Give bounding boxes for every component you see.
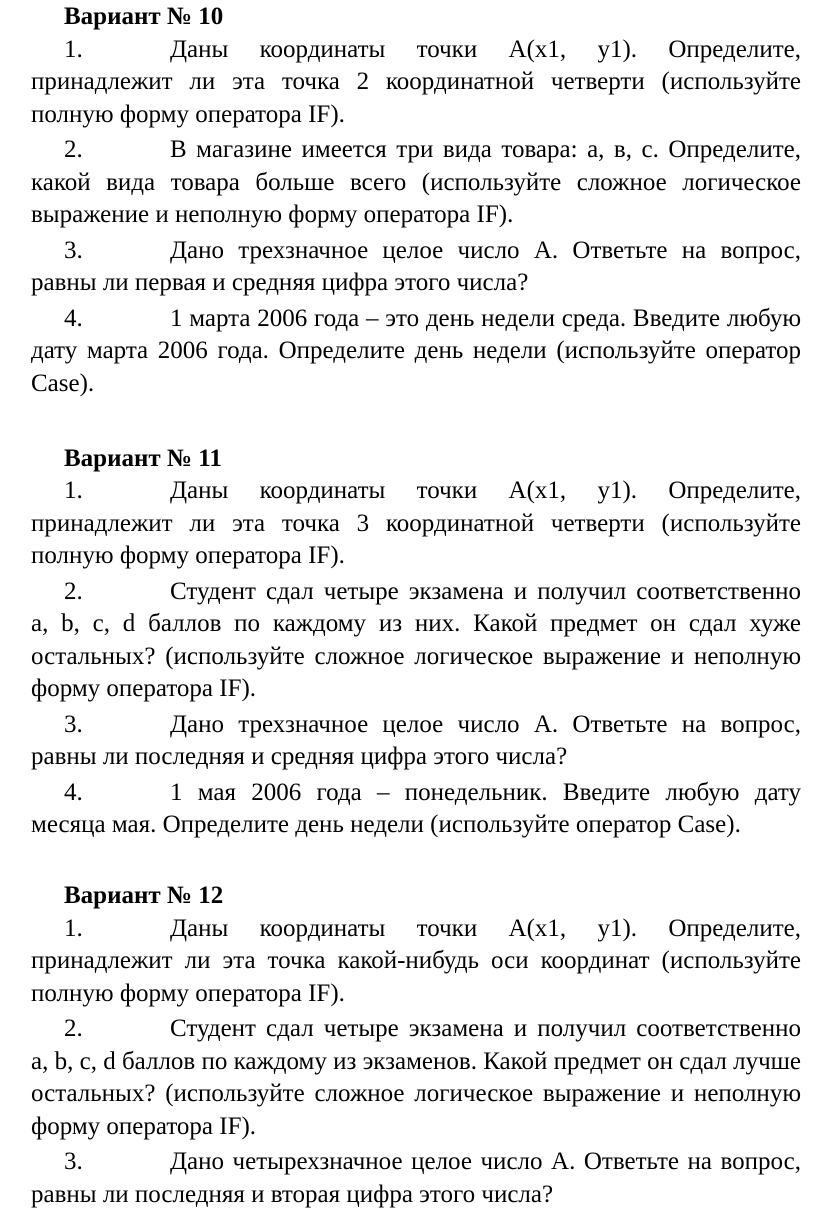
task-text: Студент сдал четыре экзамена и получил соответственно a, b, c, d баллов по каждому из экзаменов. Какой предмет он сдал лучше остальных? (используйте сложное логическое выражение и неполную форму оператора IF). xyxy=(31,1015,801,1140)
variant-10 xyxy=(31,2,801,402)
task-item xyxy=(31,574,801,707)
task-text: Дано четырехзначное целое число А. Ответьте на вопрос, равны ли последняя и вторая цифра этого числа? xyxy=(31,1148,801,1208)
task-number: 4. xyxy=(64,304,83,332)
task-text: Студент сдал четыре экзамена и получил соответственно a, b, c, d баллов по каждому из них. Какой предмет он сдал хуже остальных? (используйте сложное логическое выражение и неполную форму оператора IF). xyxy=(31,577,801,702)
task-item xyxy=(31,911,801,1012)
task-text: Дано трехзначное целое число А. Ответьте на вопрос, равны ли первая и средняя цифра этого числа? xyxy=(31,236,801,296)
task-item xyxy=(31,474,801,575)
task-text: 1 марта 2006 года – это день недели среда. Введите любую дату марта 2006 года. Определите день недели (используйте оператор Case). xyxy=(31,304,801,397)
variant-title: Вариант № 10 xyxy=(64,3,224,30)
variant-title: Вариант № 12 xyxy=(64,882,224,909)
task-item xyxy=(31,1145,801,1213)
task-number: 1. xyxy=(64,477,83,504)
task-text: Даны координаты точки A(x1, y1). Определите, принадлежит ли эта точка 3 координатной четверти (используйте полную форму оператора IF). xyxy=(31,477,801,569)
variant-12 xyxy=(31,881,801,1213)
spacer xyxy=(31,402,801,442)
task-item xyxy=(31,707,801,775)
task-text: В магазине имеется три вида товара: а, в, с. Определите, какой вида товара больше всего (используйте сложное логическое выражение и неполную форму оператора IF). xyxy=(31,136,801,228)
task-item xyxy=(31,1012,801,1145)
task-text: Дано трехзначное целое число А. Ответьте на вопрос, равны ли последняя и средняя цифра этого числа? xyxy=(31,710,801,770)
task-number: 2. xyxy=(64,577,83,605)
spacer xyxy=(31,843,801,879)
variant-title: Вариант № 11 xyxy=(64,444,222,472)
task-item xyxy=(31,133,801,234)
task-item xyxy=(31,32,801,133)
task-number: 4. xyxy=(64,778,83,806)
task-number: 2. xyxy=(64,1015,83,1042)
task-text: Даны координаты точки A(x1, y1). Определите, принадлежит ли эта точка какой-нибудь оси координат (используйте полную форму оператора IF). xyxy=(31,914,801,1007)
task-number: 3. xyxy=(64,710,83,738)
task-item xyxy=(31,775,801,843)
task-number: 3. xyxy=(64,236,83,264)
task-item xyxy=(31,233,801,301)
task-number: 1. xyxy=(64,914,83,942)
task-number: 3. xyxy=(64,1148,83,1175)
task-number: 1. xyxy=(64,35,83,63)
task-text: Даны координаты точки A(x1, y1). Определите, принадлежит ли эта точка 2 координатной четверти (используйте полную форму оператора IF). xyxy=(31,35,801,128)
task-text: 1 мая 2006 года – понедельник. Введите любую дату месяца мая. Определите день недели (используйте оператор Case). xyxy=(31,778,801,838)
task-number: 2. xyxy=(64,136,83,163)
task-item xyxy=(31,301,801,402)
variant-11 xyxy=(31,444,801,844)
document-page xyxy=(31,0,801,1213)
